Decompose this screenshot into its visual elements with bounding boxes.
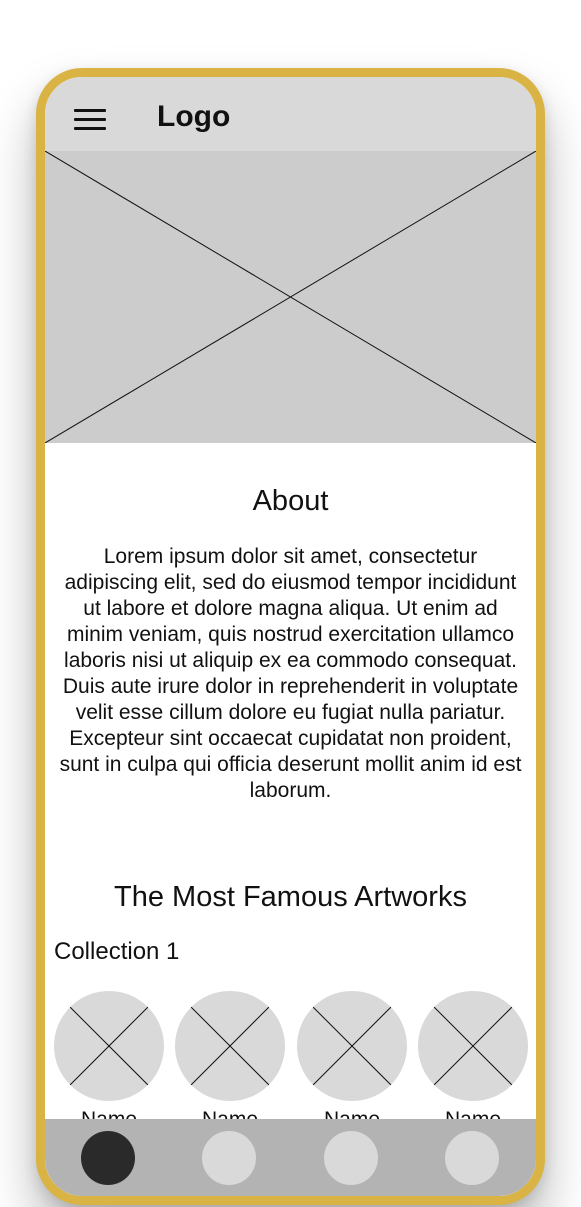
bottom-nav	[45, 1119, 536, 1196]
image-placeholder-icon	[54, 991, 164, 1101]
artwork-thumbnail	[175, 991, 285, 1101]
image-placeholder-icon	[175, 991, 285, 1101]
image-placeholder-icon	[418, 991, 528, 1101]
nav-item-3[interactable]	[324, 1131, 378, 1185]
about-heading: About	[252, 485, 329, 517]
phone-frame	[36, 68, 545, 1205]
about-text: Lorem ipsum dolor sit amet, consectetur adipiscing elit, sed do eiusmod tempor incididunt ut labore et dolore magna aliqua. Ut enim ad minim veniam, quis nostrud exercitation ullamco laboris nisi ut aliquip ex ea commodo consequat. Duis aute irure dolor in reprehenderit in voluptate velit esse cillum dolore eu fugiat nulla pariatur. Excepteur sint occaecat cupidatat non proident, sunt in culpa qui officia deserunt mollit anim id est laborum.	[59, 545, 522, 802]
nav-item-2[interactable]	[202, 1131, 256, 1185]
header	[45, 77, 536, 151]
image-placeholder-icon	[297, 991, 407, 1101]
hero-image-placeholder	[45, 151, 536, 443]
artwork-card[interactable]	[54, 991, 164, 1133]
nav-item-1[interactable]	[81, 1131, 135, 1185]
logo[interactable]: Logo	[157, 100, 231, 133]
artwork-card[interactable]	[297, 991, 407, 1133]
artwork-thumbnail	[297, 991, 407, 1101]
artwork-thumbnail	[54, 991, 164, 1101]
artwork-card[interactable]	[418, 991, 528, 1133]
artworks-heading: The Most Famous Artworks	[114, 881, 467, 913]
artwork-thumbnail	[418, 991, 528, 1101]
artwork-card[interactable]	[175, 991, 285, 1133]
nav-item-4[interactable]	[445, 1131, 499, 1185]
image-placeholder-icon	[45, 151, 536, 443]
hamburger-icon[interactable]	[74, 109, 106, 133]
collection-heading: Collection 1	[54, 938, 180, 965]
